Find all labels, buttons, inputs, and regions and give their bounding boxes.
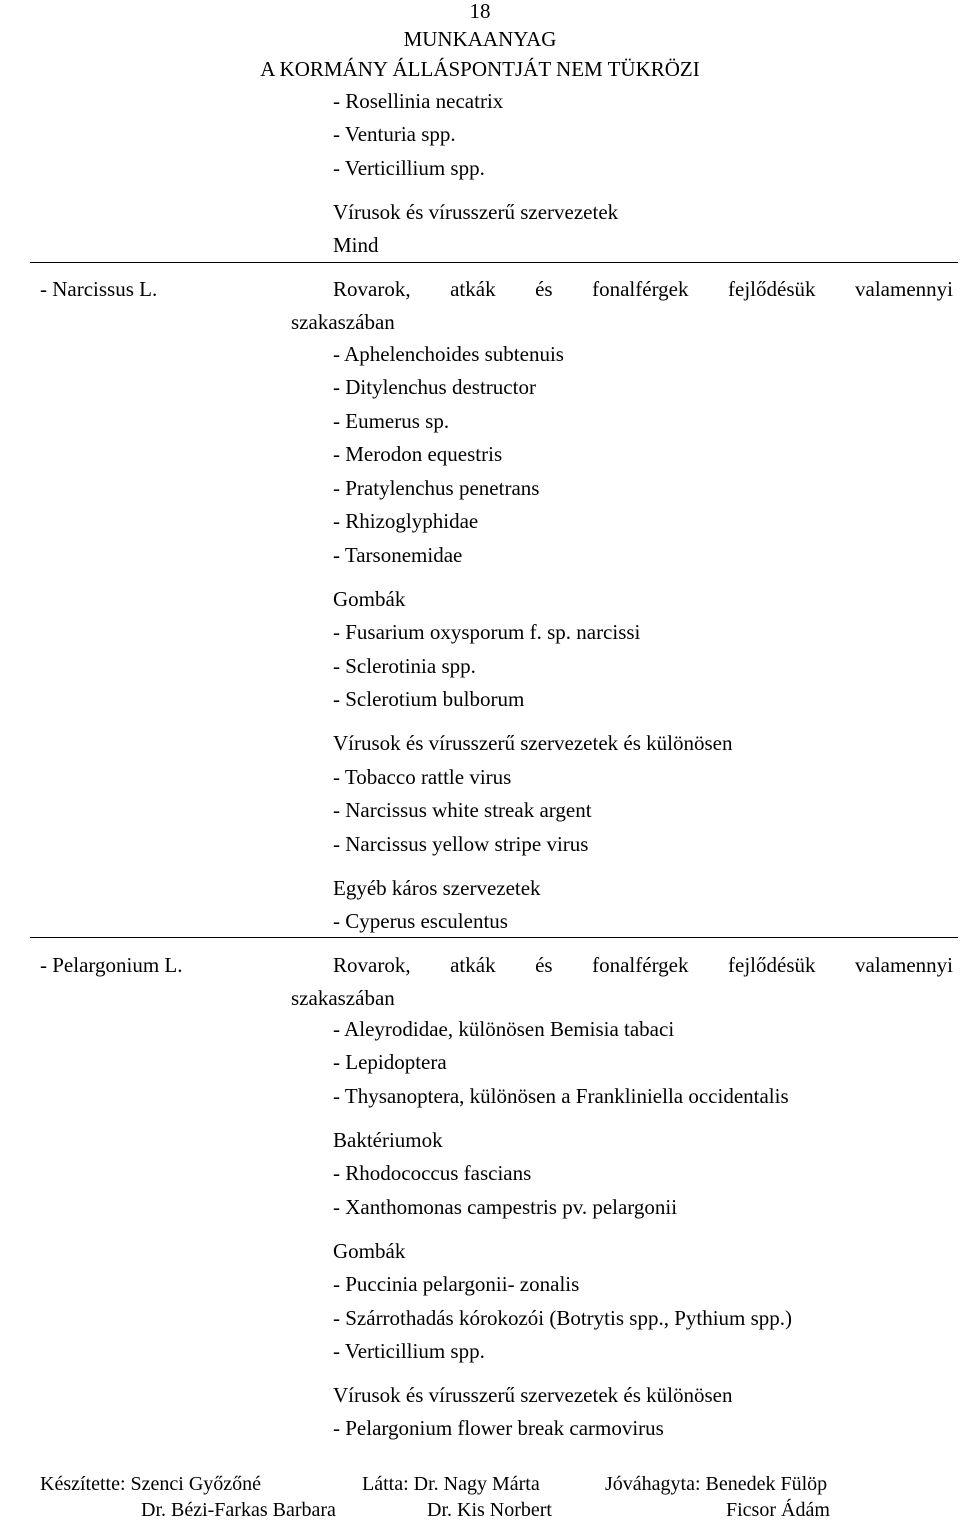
plant-name: - Pelargonium L.: [40, 953, 183, 977]
list-item: - Rhodococcus fascians: [333, 1161, 532, 1185]
list-item: - Narcissus yellow stripe virus: [333, 832, 589, 856]
section-heading: Rovarok, atkák és fonalférgek fejlődésük valamennyi: [333, 953, 953, 977]
list-item: - Tarsonemidae: [333, 543, 463, 567]
list-item: - Rosellinia necatrix: [333, 89, 504, 113]
list-item: - Verticillium spp.: [333, 1339, 485, 1363]
plant-name: - Narcissus L.: [40, 277, 158, 301]
list-item: - Ditylenchus destructor: [333, 375, 536, 399]
footer-prepared-by-second: Dr. Bézi-Farkas Barbara: [141, 1499, 336, 1521]
section-heading-continuation: szakaszában: [291, 310, 395, 334]
watermark-line-1: MUNKAANYAG: [403, 27, 557, 51]
section-heading: Vírusok és vírusszerű szervezetek és különösen: [333, 731, 733, 755]
list-item: - Thysanoptera, különösen a Frankliniella occidentalis: [333, 1084, 789, 1108]
list-item: - Narcissus white streak argent: [333, 798, 592, 822]
list-item: - Szárrothadás kórokozói (Botrytis spp., Pythium spp.): [333, 1306, 793, 1330]
row-divider: [30, 937, 958, 938]
section-heading: Rovarok, atkák és fonalférgek fejlődésük valamennyi: [333, 277, 953, 301]
footer-seen-by-second: Dr. Kis Norbert: [427, 1499, 552, 1521]
list-item: - Cyperus esculentus: [333, 909, 508, 933]
list-item: - Lepidoptera: [333, 1050, 447, 1074]
list-item: - Aleyrodidae, különösen Bemisia tabaci: [333, 1017, 675, 1041]
section-heading: Gombák: [333, 587, 406, 611]
footer-approved-by: Jóváhagyta: Benedek Fülöp: [605, 1473, 828, 1495]
list-item: - Verticillium spp.: [333, 156, 485, 180]
row-divider: [30, 262, 958, 263]
section-heading: Vírusok és vírusszerű szervezetek: [333, 200, 619, 224]
section-heading: Vírusok és vírusszerű szervezetek és különösen: [333, 1383, 733, 1407]
list-item: - Tobacco rattle virus: [333, 765, 512, 789]
section-heading-continuation: szakaszában: [291, 986, 395, 1010]
list-item: - Rhizoglyphidae: [333, 509, 479, 533]
list-item: - Fusarium oxysporum f. sp. narcissi: [333, 620, 641, 644]
list-item: - Sclerotinia spp.: [333, 654, 476, 678]
list-item: - Xanthomonas campestris pv. pelargonii: [333, 1195, 678, 1219]
list-item: - Merodon equestris: [333, 442, 503, 466]
section-heading: Gombák: [333, 1239, 406, 1263]
list-item: - Aphelenchoides subtenuis: [333, 342, 564, 366]
list-item: - Sclerotium bulborum: [333, 687, 525, 711]
section-value: Mind: [333, 233, 379, 257]
list-item: - Puccinia pelargonii- zonalis: [333, 1272, 580, 1296]
footer-prepared-by: Készítette: Szenci Győzőné: [40, 1473, 262, 1495]
list-item: - Pratylenchus penetrans: [333, 476, 540, 500]
section-heading: Egyéb káros szervezetek: [333, 876, 541, 900]
list-item: - Venturia spp.: [333, 122, 456, 146]
watermark-line-2: A KORMÁNY ÁLLÁSPONTJÁT NEM TÜKRÖZI: [260, 57, 700, 81]
list-item: - Eumerus sp.: [333, 409, 450, 433]
section-heading: Baktériumok: [333, 1128, 443, 1152]
footer-seen-by: Látta: Dr. Nagy Márta: [362, 1473, 540, 1495]
page-number: 18: [469, 0, 491, 23]
footer-approved-by-second: Ficsor Ádám: [726, 1499, 830, 1521]
list-item: - Pelargonium flower break carmovirus: [333, 1416, 664, 1440]
